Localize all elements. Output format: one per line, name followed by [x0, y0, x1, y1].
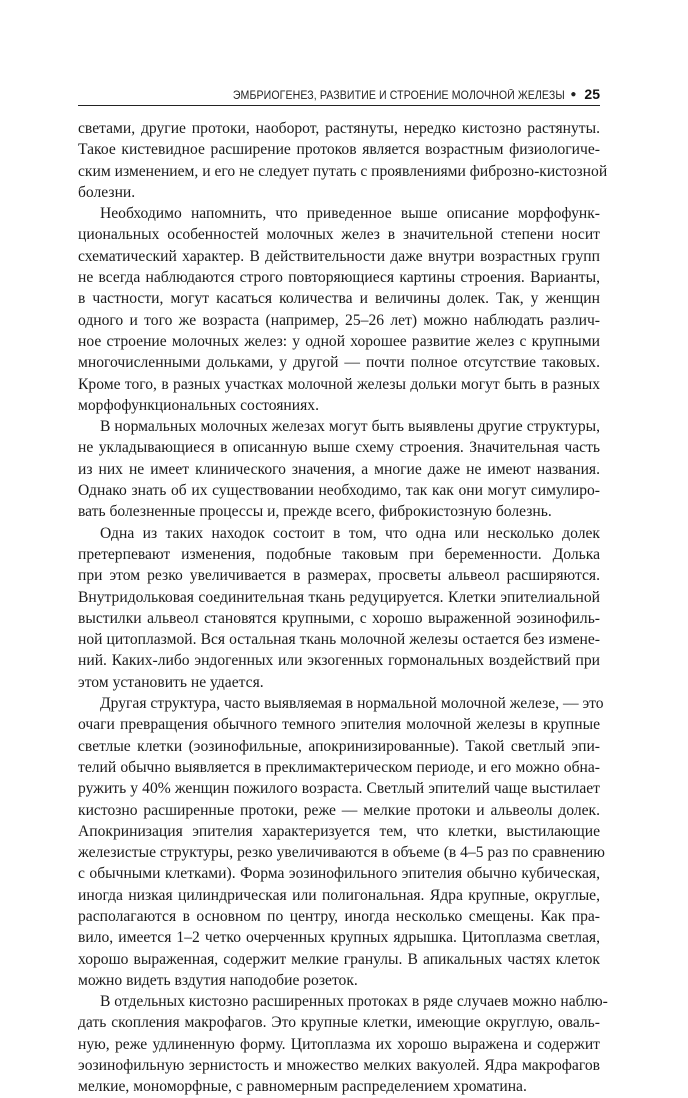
paragraph-6 [78, 991, 608, 1097]
text-line: вило, имеется 1–2 четко очерченных крупных ядрышка. Цитоплазма светлая, [78, 929, 600, 947]
text-line: Необходимо напомнить, что приведенное выше описание морфофунк- [100, 205, 600, 223]
page-number: 25 [584, 86, 600, 102]
text-line: хорошо выраженная, содержит мелкие гранулы. В апикальных частях клеток [78, 950, 600, 968]
text-line: морфофункциональных состояниях. [78, 396, 319, 414]
text-line: этом установить не удается. [78, 673, 264, 691]
text-line: с обычными клетками). Форма эозинофильного эпителия обычно кубическая, [78, 865, 600, 883]
text-line: не укладывающиеся в описанную выше схему строения. Значительная часть [78, 439, 600, 457]
paragraph-3 [78, 416, 600, 522]
chapter-title: ЭМБРИОГЕНЕЗ, РАЗВИТИЕ И СТРОЕНИЕ МОЛОЧНОЙ ЖЕЛЕЗЫ [232, 90, 565, 102]
text-line: при этом резко увеличивается в размерах, просветы альвеол расширяются. [78, 567, 600, 585]
text-line: Одна из таких находок состоит в том, что одна или несколько долек [100, 524, 600, 542]
text-line: ний. Каких-либо эндогенных или экзогенных гормональных воздействий при [78, 652, 600, 670]
text-line: В отдельных кистозно расширенных протоках в ряде случаев можно наблю- [100, 993, 608, 1011]
text-line: Другая структура, часто выявляемая в нормальной молочной железе, — это [100, 695, 604, 713]
paragraph-5 [78, 693, 605, 991]
text-line: располагаются в основном по центру, иногда несколько смещены. Как пра- [78, 907, 600, 925]
text-line: выстилки альвеол становятся крупными, с хорошо выраженной эозинофиль- [78, 609, 600, 627]
text-line: многочисленными дольками, у другой — почти полное отсутствие таковых. [78, 354, 600, 372]
running-header [78, 84, 600, 106]
paragraph-2 [78, 203, 600, 416]
text-line: Кроме того, в разных участках молочной железы дольки могут быть в разных [78, 375, 600, 393]
text-line: Апокринизация эпителия характеризуется тем, что клетки, выстилающие [78, 822, 600, 840]
text-line: иногда низкая цилиндрическая или полигональная. Ядра крупные, округлые, [78, 886, 600, 904]
text-line: вать болезненные процессы и, прежде всего, фиброкистозную болезнь. [78, 503, 552, 521]
paragraph-4 [78, 523, 600, 693]
text-line: железистые структуры, резко увеличиваются в объеме (в 4–5 раз по сравнению [78, 844, 605, 862]
paragraph-1 [78, 118, 608, 203]
text-line: в частности, могут касаться количества и величины долек. Так, у женщин [78, 290, 600, 308]
text-line: Однако знать об их существовании необходимо, так как они могут симулиро- [78, 482, 600, 500]
text-line: Внутридольковая соединительная ткань редуцируется. Клетки эпителиальной [78, 588, 600, 606]
text-line: ским изменением, и его не следует путать с проявлениями фиброзно-кистозной [78, 162, 608, 180]
text-line: Такое кистевидное расширение протоков является возрастным физиологиче- [78, 141, 600, 159]
text-line: ное строение молочных желез: у одной хорошее развитие желез с крупными [78, 332, 600, 350]
text-line: циональных особенностей молочных желез в значительной степени носит [78, 226, 600, 244]
text-line: можно видеть вздутия наподобие розеток. [78, 971, 358, 989]
text-line: В нормальных молочных железах могут быть выявлены другие структуры, [100, 418, 600, 436]
text-line: ной цитоплазмой. Вся остальная ткань молочной железы остается без измене- [78, 631, 600, 649]
body-text [78, 118, 608, 1098]
text-line: кистозно расширенные протоки, реже — мелкие протоки и альвеолы долек. [78, 801, 600, 819]
text-line: ную, реже удлиненную форму. Цитоплазма их хорошо выражена и содержит [78, 1035, 600, 1053]
bullet-separator: ● [570, 89, 577, 100]
text-line: не всегда наблюдаются строго повторяющиеся картины строения. Варианты, [78, 269, 600, 287]
text-line: из них не имеет клинического значения, а многие даже не имеют названия. [78, 460, 600, 478]
text-line: болезни. [78, 183, 136, 201]
text-line: ружить у 40% женщин пожилого возраста. Светлый эпителий чаще выстилает [78, 780, 600, 798]
text-line: эозинофильную зернистость и множество мелких вакуолей. Ядра макрофагов [78, 1057, 600, 1075]
text-line: светами, другие протоки, наоборот, растянуты, нередко кистозно растянуты. [78, 120, 600, 137]
text-line: мелкие, мономорфные, с равномерным распределением хроматина. [78, 1078, 527, 1096]
text-line: схематический характер. В действительности даже внутри возрастных групп [78, 247, 600, 265]
text-line: претерпевают изменения, подобные таковым при беременности. Долька [78, 545, 600, 563]
text-line: одного и того же возраста (например, 25–26 лет) можно наблюдать различ- [78, 311, 600, 329]
text-line: дать скопления макрофагов. Это крупные клетки, имеющие округлую, оваль- [78, 1014, 600, 1032]
text-line: светлые клетки (эозинофильные, апокринизированные). Такой светлый эпи- [78, 737, 600, 755]
text-line: очаги превращения обычного темного эпителия молочной железы в крупные [78, 716, 600, 734]
text-line: телий обычно выявляется в преклимактерическом периоде, и его можно обна- [78, 758, 600, 776]
